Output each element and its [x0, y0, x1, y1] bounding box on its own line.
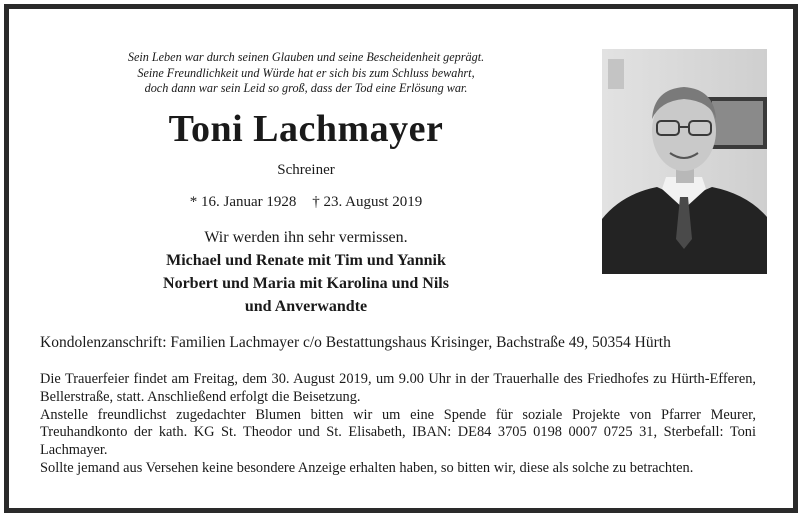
mourner-line: Michael und Renate mit Tim und Yannik — [166, 252, 446, 269]
notice-paragraph: Sollte jemand aus Versehen keine besondere Anzeige erhalten haben, so bitten wir, diese als solche zu betrachten. — [40, 459, 694, 476]
funeral-details — [40, 371, 756, 478]
mourners-block — [40, 226, 572, 318]
donation-paragraph: Anstelle freundlichst zugedachter Blumen bitten wir um eine Spende für soziale Projekte von Pfarrer Meurer, Treuhandkonto der kath. KG St. Theodor und St. Elisabeth, IBAN: DE84 3705 0198 0007 0725 31, Sterbefall: Toni Lachmayer. — [40, 406, 756, 459]
quote-line: Seine Freundlichkeit und Würde hat er sich bis zum Schluss bewahrt, — [137, 65, 475, 80]
funeral-paragraph: Die Trauerfeier findet am Freitag, dem 30. August 2019, um 9.00 Uhr in der Trauerhalle des Friedhofes zu Hürth-Efferen, Bellerstraße, statt. Anschließend erfolgt die Beisetzung. — [40, 371, 756, 405]
birth-date: * 16. Januar 1928 — [189, 194, 297, 210]
mourner-line: und Anverwandte — [244, 298, 368, 315]
portrait-photo — [602, 49, 767, 274]
death-date: † 23. August 2019 — [312, 194, 423, 210]
quote-line: Sein Leben war durch seinen Glauben und seine Bescheidenheit geprägt. — [127, 50, 485, 64]
mourners-intro: Wir werden ihn sehr vermissen. — [204, 229, 408, 246]
quote-line: doch dann war sein Leid so groß, dass der Tod eine Erlösung war. — [144, 81, 468, 95]
obituary-frame — [4, 4, 798, 513]
deceased-name: Toni Lachmayer — [168, 108, 444, 150]
life-dates — [40, 194, 572, 211]
mourner-line: Norbert und Maria mit Karolina und Nils — [163, 275, 449, 292]
condolence-address: Kondolenzanschrift: Familien Lachmayer c/o Bestattungshaus Krisinger, Bachstraße 49, 50354 Hürth — [40, 334, 671, 351]
memorial-quote — [40, 50, 572, 97]
obituary-content — [40, 36, 762, 508]
deceased-occupation: Schreiner — [277, 162, 335, 178]
